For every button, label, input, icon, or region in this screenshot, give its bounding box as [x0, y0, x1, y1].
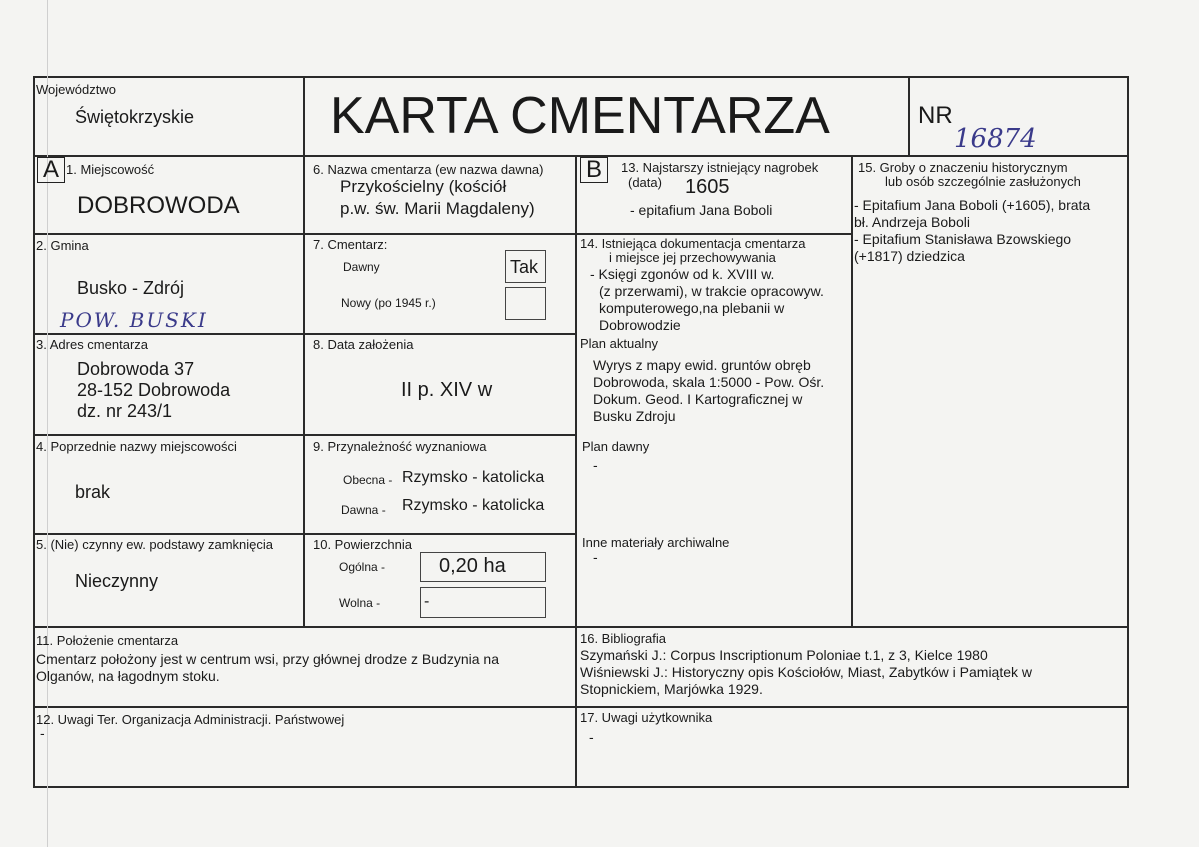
s10-ogolna-label: Ogólna -	[339, 560, 386, 574]
s11-line-1: Cmentarz położony jest w centrum wsi, przy głównej drodze z Budzynia na	[36, 651, 499, 667]
s3-line-2: 28-152 Dobrowoda	[77, 380, 231, 400]
s9-dawna-label: Dawna -	[341, 503, 386, 517]
s15-line-1: - Epitafium Jana Boboli (+1605), brata	[854, 197, 1091, 213]
s8-value: II p. XIV w	[401, 379, 493, 401]
inne-value: -	[593, 549, 598, 565]
s14-line-3: komputerowego,na plebanii w	[599, 300, 785, 316]
s7-nowy-box	[505, 287, 546, 320]
s11-line-2: Olganów, na łagodnym stoku.	[36, 668, 220, 684]
s14-line-4: Dobrowodzie	[599, 317, 681, 333]
plan-aktualny-line-3: Dokum. Geod. I Kartograficznej w	[593, 391, 803, 407]
s15-line-2: bł. Andrzeja Boboli	[854, 214, 970, 230]
s10-ogolna-box	[420, 552, 546, 582]
s9-label: 9. Przynależność wyznaniowa	[313, 439, 487, 454]
nr-value: 16874	[954, 124, 1037, 154]
s13-label: 13. Najstarszy istniejący nagrobek	[621, 160, 819, 175]
s15-line-3: - Epitafium Stanisława Bzowskiego	[854, 231, 1072, 247]
s7-dawny-box	[505, 250, 546, 283]
s11-label: 11. Położenie cmentarza	[36, 633, 179, 648]
s15-line-4: (+1817) dziedzica	[854, 248, 965, 264]
s9-obecna-label: Obecna -	[343, 473, 393, 487]
wojewodztwo-label: Województwo	[36, 82, 116, 97]
plan-aktualny-line-2: Dobrowoda, skala 1:5000 - Pow. Ośr.	[593, 374, 825, 390]
s3-line-1: Dobrowoda 37	[77, 359, 195, 379]
plan-aktualny-label: Plan aktualny	[580, 336, 659, 351]
s8-label: 8. Data założenia	[313, 337, 414, 352]
s10-wolna-value: -	[424, 593, 430, 610]
s7-dawny-value: Tak	[510, 257, 539, 277]
s6-line-2: p.w. św. Marii Magdaleny)	[340, 199, 535, 218]
s14-line-2: (z przerwami), w trakcie opracowyw.	[599, 283, 824, 299]
s14-label-1: 14. Istniejąca dokumentacja cmentarza	[580, 236, 806, 251]
s12-label: 12. Uwagi Ter. Organizacja Administracji. Państwowej	[36, 712, 345, 727]
s7-dawny-label: Dawny	[343, 260, 380, 274]
s13-value: 1605	[685, 176, 730, 198]
s6-line-1: Przykościelny (kościół	[340, 177, 507, 196]
s17-value: -	[589, 729, 594, 745]
s16-label: 16. Bibliografia	[580, 631, 666, 646]
s12-value: -	[40, 725, 45, 741]
plan-aktualny-line-1: Wyrys z mapy ewid. gruntów obręb	[593, 357, 811, 373]
s4-label: 4. Poprzednie nazwy miejscowości	[36, 439, 237, 454]
s2-label: 2. Gmina	[36, 238, 89, 253]
page-title: KARTA CMENTARZA	[330, 87, 830, 145]
nr-label: NR	[918, 102, 953, 129]
s14-label-2: i miejsce jej przechowywania	[609, 250, 776, 265]
s15-label-2: lub osób szczególnie zasłużonych	[885, 174, 1081, 189]
s13-desc: - epitafium Jana Boboli	[630, 202, 773, 218]
s7-label: 7. Cmentarz:	[313, 237, 388, 252]
s16-line-1: Szymański J.: Corpus Inscriptionum Poloniae t.1, z 3, Kielce 1980	[580, 647, 988, 663]
s3-label: 3. Adres cmentarza	[36, 337, 148, 352]
s17-label: 17. Uwagi użytkownika	[580, 710, 713, 725]
s3-line-3: dz. nr 243/1	[77, 401, 173, 421]
s10-ogolna-value: 0,20 ha	[439, 555, 506, 577]
s2-handwritten: POW. BUSKI	[60, 308, 208, 332]
section-a-marker: A	[37, 157, 65, 183]
s5-value: Nieczynny	[75, 571, 159, 591]
plan-dawny-label: Plan dawny	[582, 439, 650, 454]
s5-label: 5. (Nie) czynny ew. podstawy zamknięcia	[36, 537, 273, 552]
s9-obecna-value: Rzymsko - katolicka	[402, 469, 545, 486]
s16-line-3: Stopnickiem, Marjówka 1929.	[580, 681, 763, 697]
inne-label: Inne materiały archiwalne	[582, 535, 730, 550]
s6-label: 6. Nazwa cmentarza (ew nazwa dawna)	[313, 162, 544, 177]
s10-wolna-box	[420, 587, 546, 618]
s16-line-2: Wiśniewski J.: Historyczny opis Kościołów, Miast, Zabytków i Pamiątek w	[580, 664, 1033, 680]
s14-line-1: - Księgi zgonów od k. XVIII w.	[590, 266, 775, 282]
s15-label-1: 15. Groby o znaczeniu historycznym	[858, 160, 1068, 175]
s10-label: 10. Powierzchnia	[313, 537, 412, 552]
section-b-marker: B	[580, 157, 608, 183]
s9-dawna-value: Rzymsko - katolicka	[402, 497, 545, 514]
s4-value: brak	[75, 482, 111, 502]
plan-aktualny-line-4: Busku Zdroju	[593, 408, 676, 424]
s1-label: 1. Miejscowość	[66, 162, 155, 177]
s13-sub: (data)	[628, 175, 662, 190]
s7-nowy-label: Nowy (po 1945 r.)	[341, 296, 436, 310]
plan-dawny-value: -	[593, 457, 598, 473]
s1-value: DOBROWODA	[77, 192, 240, 219]
s10-wolna-label: Wolna -	[339, 596, 381, 610]
s2-value: Busko - Zdrój	[77, 278, 185, 298]
wojewodztwo-value: Świętokrzyskie	[75, 107, 195, 127]
